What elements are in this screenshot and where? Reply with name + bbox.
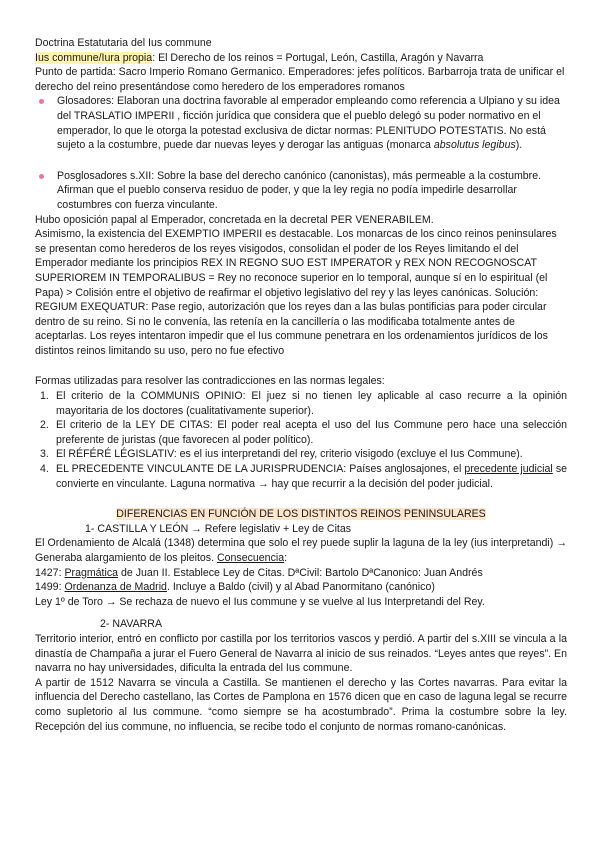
ius-commune-highlight: Ius commune/Iura propia [35,51,153,64]
forma-text-a: EL PRECEDENTE VINCULANTE DE LA JURISPRUDENCIA: Países anglosajones, el [56,463,465,476]
formas-list [35,389,567,491]
consecuencia-underline: Consecuencia [216,552,285,564]
exemptio-paragraph: Asimismo, la existencia del EXEMPTIO IMPERII es destacable. Los monarcas de los cinco reinos peninsulares se presentan como herederos de los reyes visigodos, consolidan el poder de los Reyes limitando el del Emperador mediante los principios REX IN REGNO SUO EST IMPERATOR y REX NON RECOGNOSCAT SUPERIOREM IN TEMPORALIBUS = Rey no reconoce superior en lo temporal, aunque sí en lo espiritual (el Papa) > Colisión entre el objetivo de reafirmar el objetivo legislativo del rey y las leyes canónicas. Solución: REGIUM EXEQUATUR: Pase regio, autorización que los reyes dan a las bulas pontificias para poder circular dentro de su reino. Si no le convenía, las retenía en la cancillería o las modificaba totalmente antes de aceptarlas. Los reyes intentaron impedir que el Ius commune penetrara en los ordenamientos jurídicos de los distintos reinos limitando su uso, pero no fue efectivo [35,228,557,357]
line-1499 [35,580,567,595]
list-item-forma-1 [35,389,567,418]
posglosadores-text: Posglosadores s.XII: Sobre la base del derecho canónico (canonistas), más permeable a la costumbre. Afirman que el pueblo conserva residuo de poder, y que la ley regia no podía impedirle desarrollar costumbres con fuerza vinculante. [57,169,542,211]
line-1427-text: de Juan II. Establece Ley de Citas. DªCivil: Bartolo DªCanonico: Juan Andrés [118,566,483,579]
list-number: 2. [40,419,49,432]
navarra-paragraph-1: Territorio interior, entró en conflicto por castilla por los territorios vascos y perdió. A partir del s.XIII se vincula a la dinastía de Champaña a jurar el Fuero General de Navarra al inicio de sus reinados. “Leyes antes que reyes”. En navarra no hay universidades, dificulta la entrada del Ius commune. [35,632,567,675]
ley-toro-line: Ley 1º de Toro → Se rechaza de nuevo el Ius commune y se vuelve al Ius Interpretandi del Rey. [35,595,485,608]
year-1499: 1499: [35,581,65,594]
list-number: 1. [40,390,49,403]
forma-text: El RÉFÉRÉ LÉGISLATIV: es el ius interpretandi del rey, criterio visigodo (excluye el Ius Commune). [56,448,523,461]
ordenanza-underline: Ordenanza de Madrid [64,581,167,594]
oposicion-paragraph: Hubo oposición papal al Emperador, concretada en la decretal PER VENERABILEM. [35,213,434,226]
glosadores-text: Glosadores: Elaboran una doctrina favorable al emperador empleando como referencia a Ulpiano y su idea del TRASLATIO IMPERII , ficción jurídica que considera que el pueblo delegó su poder normativo en el emperador, lo que le otorga la potestad exclusiva de dictar normas: PLENITUDO POTESTATIS. No está sujeto a la costumbre, puede dar nuevas leyes y derogar las antiguas (monarca [57,95,560,152]
forma-text: El criterio de la LEY DE CITAS: El poder real acepta el uso del Ius Commune pero hace una selección preferente de juristas (que favorecen al poder político). [56,419,567,446]
line-1427 [35,566,567,581]
list-item-posglosadores [35,169,567,213]
list-number: 4. [40,463,49,476]
ordenamiento-end: : [284,552,288,564]
list-item-forma-4 [35,462,567,491]
castilla-heading: 1- CASTILLA Y LEÓN → Refere legislativ + Ley de Citas [85,522,352,535]
line-1499-text: . Incluye a Baldo (civil) y al Abad Panormitano (canónico) [166,581,435,594]
year-1427: 1427: [35,566,65,579]
glosadores-list [35,94,567,152]
formas-intro: Formas utilizadas para resolver las contradicciones en las normas legales: [35,375,385,388]
posglosadores-list [35,169,567,213]
punto-partida-paragraph: Punto de partida: Sacro Imperio Romano Germanico. Emperadores: jefes políticos. Barbarroja trata de unificar el derecho del reino presentándose como heredero de los emperadores romanos [35,66,565,93]
forma-underline: precedente judicial [464,463,553,476]
document-page [35,36,567,734]
list-item-forma-2 [35,418,567,447]
bullet-icon [39,174,44,179]
list-item-glosadores [35,94,567,152]
ordenamiento-text: El Ordenamiento de Alcalá (1348) determina que solo el rey puede suplir la laguna de la ley (ius interpretandi) → Generaba alargamiento de los pleitos. [35,537,567,564]
forma-text-b: se convierte en vinculante. Laguna normativa → hay que recurrir a la decisión del poder judicial. [56,463,568,490]
bullet-icon [39,99,44,104]
navarra-heading: 2- NAVARRA [100,618,163,631]
forma-text: El criterio de la COMMUNIS OPINIO: El juez si no tienen ley aplicable al caso recurre a la opinión mayoritaria de los doctores (cualitativamente superior). [56,390,567,417]
diferencias-heading [35,507,567,522]
document-title: Doctrina Estatutaria del Ius commune [35,37,212,49]
ius-commune-line [35,51,567,66]
glosadores-italic: absolutus legibus [433,139,516,152]
diferencias-highlight: DIFERENCIAS EN FUNCIÓN DE LOS DISTINTOS REINOS PENINSULARES [116,508,486,521]
navarra-paragraph-2: A partir de 1512 Navarra se vincula a Castilla. Se mantienen el derecho y las Cortes navarras. Para evitar la influencia del Derecho castellano, las Cortes de Pamplona en 1576 dicen que en caso de laguna legal se recurre como supletorio al Ius commune. “como siempre se ha acostumbrado”. Prima la costumbre sobre la ley. Recepción del ius commune, no influencia, se recibe todo el conjunto de normas romano-canónicas. [35,676,567,733]
ius-commune-text: : El Derecho de los reinos = Portugal, León, Castilla, Aragón y Navarra [152,51,484,64]
pragmatica-underline: Pragmática [64,566,119,579]
ordenamiento-paragraph [35,536,567,565]
glosadores-end: ). [515,139,523,152]
list-item-forma-3 [35,447,567,462]
list-number: 3. [40,448,49,461]
